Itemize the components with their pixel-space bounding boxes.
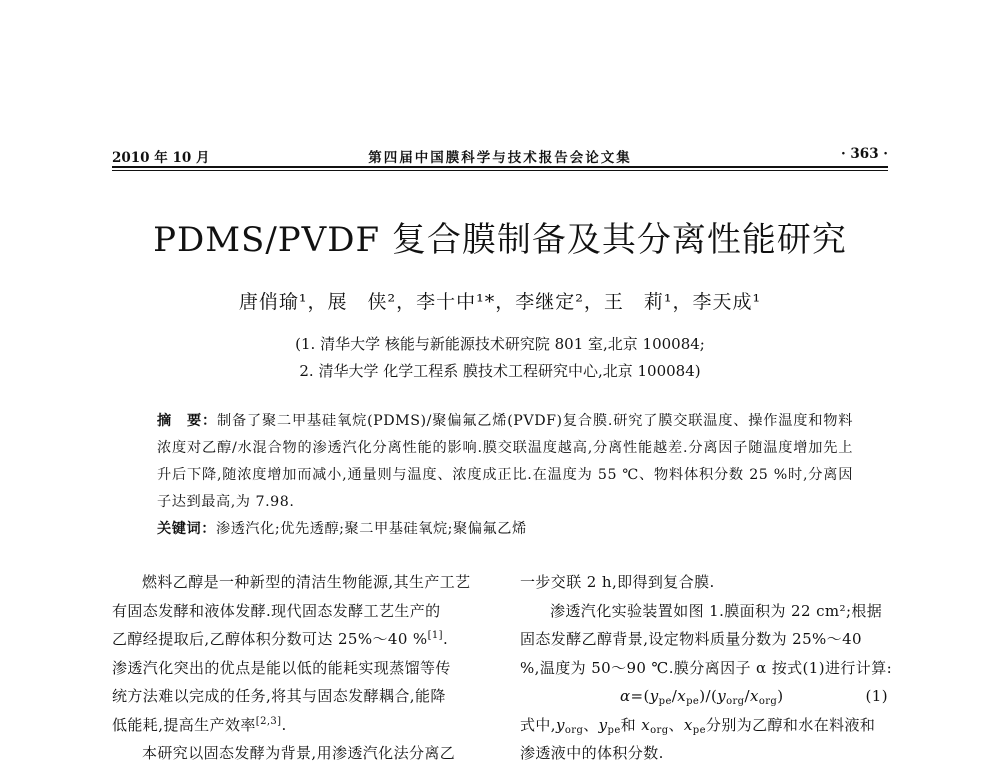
equation-number: (1) — [865, 687, 888, 705]
author-list: 唐俏瑜¹，展 侠²，李十中¹*，李继定²，王 莉¹，李天成¹ — [238, 291, 762, 313]
equation-1 — [520, 682, 892, 711]
body-line: 渗透液中的体积分数. — [520, 744, 664, 762]
body-line: 一步交联 2 h,即得到复合膜. — [520, 573, 715, 591]
body-line: 本研究以固态发酵为背景,用渗透汽化法分离乙 — [142, 744, 456, 762]
body-column-left — [112, 568, 496, 768]
body-line: 低能耗,提高生产效率[2,3]. — [112, 715, 287, 734]
body-line: 渗透汽化实验装置如图 1.膜面积为 22 cm²;根据 — [550, 601, 883, 620]
body-line: 统方法难以完成的任务,将其与固态发酵耦合,能降 — [112, 687, 446, 705]
keywords — [157, 516, 853, 543]
affiliation-2: 2. 清华大学 化学工程系 膜技术工程研究中心,北京 100084) — [299, 362, 701, 380]
header-date: 2010 年 10 月 — [112, 150, 210, 166]
body-line: 燃料乙醇是一种新型的清洁生物能源,其生产工艺 — [142, 573, 471, 591]
citation-ref: [2,3] — [255, 715, 282, 727]
header-rule-thick — [112, 166, 888, 168]
keywords-text: 渗透汽化;优先透醇;聚二甲基硅氧烷;聚偏氟乙烯 — [215, 521, 527, 537]
citation-ref: [1] — [427, 630, 443, 641]
body-line: 式中$,y_{org}$、$y_{pe}$和 $x_{org}$、$x_{pe}$分别为乙醇和水在料液和 — [520, 715, 876, 736]
header-conference: 第四届中国膜科学与技术报告会论文集 — [368, 150, 632, 166]
abstract-text: 制备了聚二甲基硅氧烷(PDMS)/聚偏氟乙烯(PVDF)复合膜.研究了膜交联温度、操作温度和物料浓度对乙醇/水混合物的渗透汽化分离性能的影响.膜交联温度越高,分离性能越差.分离因子随温度增加先上升后下降,随浓度增加而减小,通量则与温度、浓度成正比.在温度为 55 ℃、物料体积分数 25 %时,分离因子达到最高,为 7.98. — [157, 413, 854, 510]
body-line: 有固态发酵和液体发酵.现代固态发酵工艺生产的 — [112, 601, 441, 620]
header-page-number: · 363 · — [841, 146, 888, 162]
body-line: 乙醇经提取后,乙醇体积分数可达 25%～40 %[1]. — [112, 630, 449, 648]
abstract — [157, 408, 853, 516]
body-line: 渗透汽化突出的优点是能以低的能耗实现蒸馏等传 — [112, 658, 451, 677]
affiliation-1: (1. 清华大学 核能与新能源技术研究院 801 室,北京 100084; — [295, 335, 705, 353]
keywords-label: 关键词： — [157, 521, 216, 537]
header-rule-thin — [112, 170, 888, 171]
body-line: %,温度为 50～90 ℃.膜分离因子 α 按式(1)进行计算: — [520, 658, 893, 677]
abstract-label: 摘 要： — [157, 413, 218, 429]
body-column-right — [520, 568, 892, 768]
body-line: 固态发酵乙醇背景,设定物料质量分数为 25%～40 — [520, 630, 862, 648]
paper-title: PDMS/PVDF 复合膜制备及其分离性能研究 — [153, 220, 847, 260]
equation-expression: $\alpha=(y_{pe}/x_{pe})/(y_{org}/x_{org})$ — [620, 687, 784, 707]
